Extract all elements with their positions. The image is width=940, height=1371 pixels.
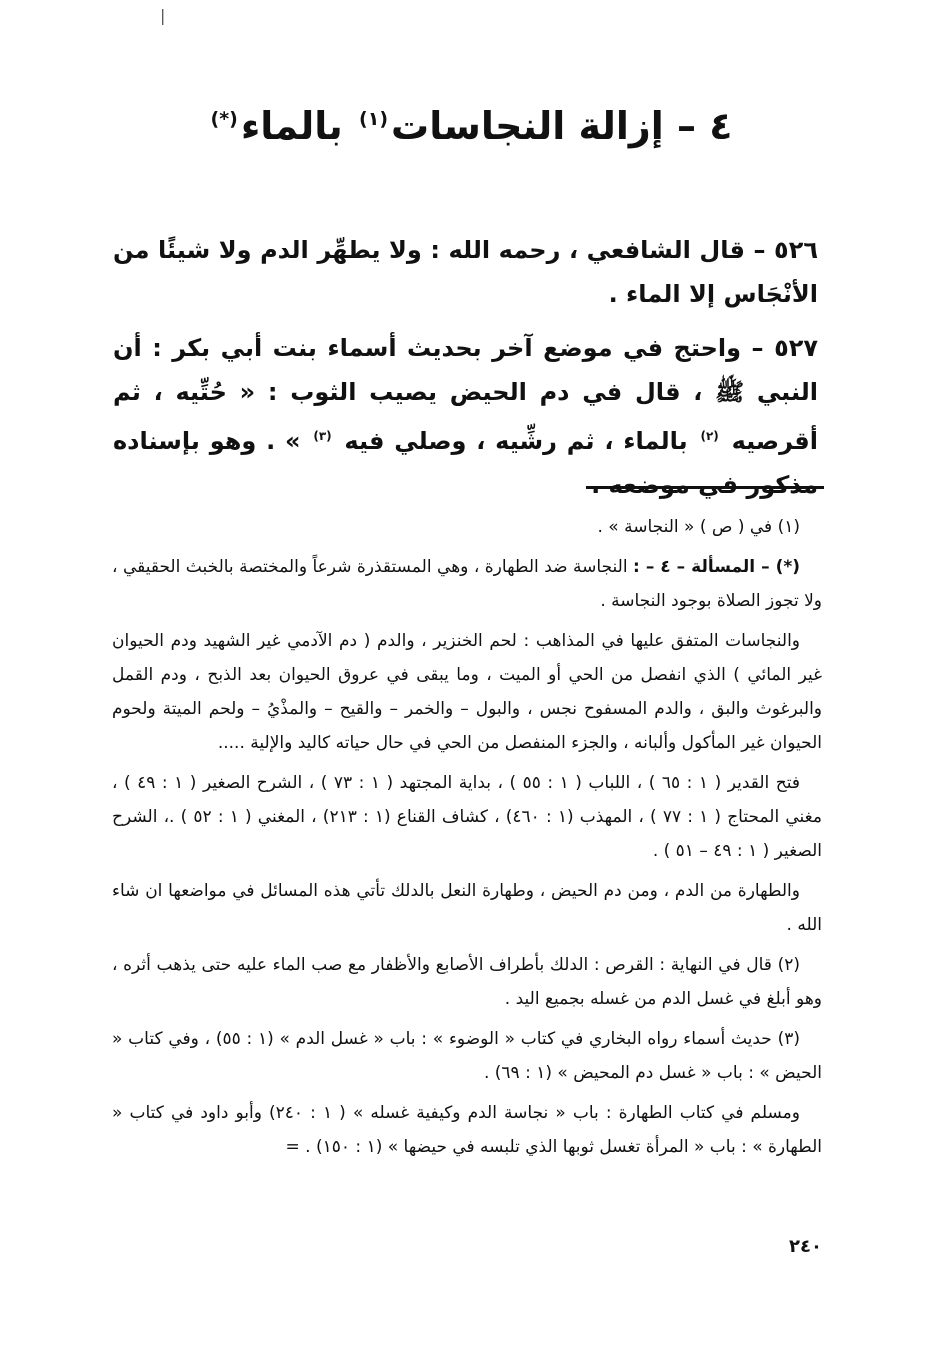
paragraph-text: – قال الشافعي ، رحمه الله : ولا يطهِّر الدم ولا شيئًا من الأنْجَاس إلا الماء . bbox=[113, 236, 818, 308]
footnote-purity: والطهارة من الدم ، ومن دم الحيض ، وطهارة النعل بالدلك تأتي هذه المسائل في مواضعها ان شاء الله . bbox=[112, 881, 822, 935]
paragraph-526 bbox=[113, 228, 818, 316]
footnote-agreed-impurities: والنجاسات المتفق عليها في المذاهب : لحم الخنزير ، والدم ( دم الآدمي غير الشهيد ودم الحيوان غير المائي ) الذي انفصل من الحي أو الميت ، وما يبقى في عروق الحيوان بعد الذبح ، ودم القمل والبرغوث والبق ، والدم المسفوح نجس ، والبول – والخمر – والقيح – والمذْيُ – ولحم الميتة ولحوم الحيوان غير المأكول وألبانه ، والجزء المنفصل من الحي في حال حياته كاليد والإلية ..... bbox=[112, 631, 822, 753]
footnote-star-lead: (*) – المسألة – ٤ – : bbox=[633, 557, 800, 577]
footnote-3: (٣) حديث أسماء رواه البخاري في كتاب « الوضوء » : باب « غسل الدم » (١ : ٥٥) ، وفي كتاب « الحيض » : باب « غسل دم المحيض » (١ : ٦٩) . bbox=[112, 1029, 822, 1083]
footnote-muslim: ومسلم في كتاب الطهارة : باب « نجاسة الدم وكيفية غسله » ( ١ : ٢٤٠) وأبو داود في كتاب « الطهارة » : باب « المرأة تغسل ثوبها الذي تلبسه في حيضها » (١ : ١٥٠) . = bbox=[112, 1103, 822, 1157]
chapter-title-rest: بالماء bbox=[240, 104, 343, 148]
footnote-ref-1: (١) bbox=[359, 108, 389, 131]
paragraph-text: بالماء ، ثم رشِّيه ، وصلي فيه bbox=[344, 427, 688, 455]
footnote-ref-3: (٣) bbox=[313, 429, 332, 443]
footnote-star bbox=[112, 550, 822, 618]
footnote-references: فتح القدير ( ١ : ٦٥ ) ، اللباب ( ١ : ٥٥ ) ، بداية المجتهد ( ١ : ٧٣ ) ، الشرح الصغير ( ١ : ٤٩ ) ، مغني المحتاج ( ١ : ٧٧ ) ، المهذب (١ : ٤٦٠) ، كشاف القناع (١ : ٢١٣) ، المغني ( ١ : ٥٢ ) .، الشرح الصغير ( ١ : ٤٩ – ٥١ ) . bbox=[112, 773, 822, 861]
paragraph-number: ٥٢٧ bbox=[774, 334, 819, 362]
chapter-title-main: إزالة النجاسات bbox=[391, 104, 664, 148]
footnote-ref-star: (*) bbox=[210, 108, 238, 131]
chapter-number: ٤ bbox=[709, 104, 733, 148]
paragraph-text: » . وهو بإسناده مذكور في موضعه . bbox=[113, 427, 818, 499]
chapter-dash: – bbox=[677, 104, 697, 148]
scan-mark: | bbox=[160, 6, 166, 25]
paragraph-527 bbox=[113, 326, 818, 507]
footnote-ref-2: (٢) bbox=[700, 429, 719, 443]
footnote-1: (١) في ( ص ) « النجاسة » . bbox=[597, 517, 800, 537]
chapter-title bbox=[0, 104, 940, 148]
footnote-2: (٢) قال في النهاية : القرص : الدلك بأطراف الأصابع والأظفار مع صب الماء عليه حتى يذهب أثره ، وهو أبلغ في غسل الدم من غسله بجميع اليد . bbox=[112, 955, 822, 1009]
footnotes bbox=[112, 510, 822, 1170]
page-number: ٢٤٠ bbox=[789, 1236, 822, 1257]
footnote-star-text: النجاسة ضد الطهارة ، وهي المستقذرة شرعاً والمختصة بالخبث الحقيقي ، ولا تجوز الصلاة بوجود النجاسة . bbox=[112, 557, 822, 611]
footnote-separator bbox=[586, 486, 824, 489]
paragraph-number: ٥٢٦ bbox=[774, 236, 818, 264]
paragraph-text: – واحتج في موضع آخر بحديث أسماء بنت أبي بكر : أن النبي ﷺ ، قال في دم الحيض يصيب الثوب : « حُتِّيه ، ثم أقرصيه bbox=[113, 334, 818, 455]
